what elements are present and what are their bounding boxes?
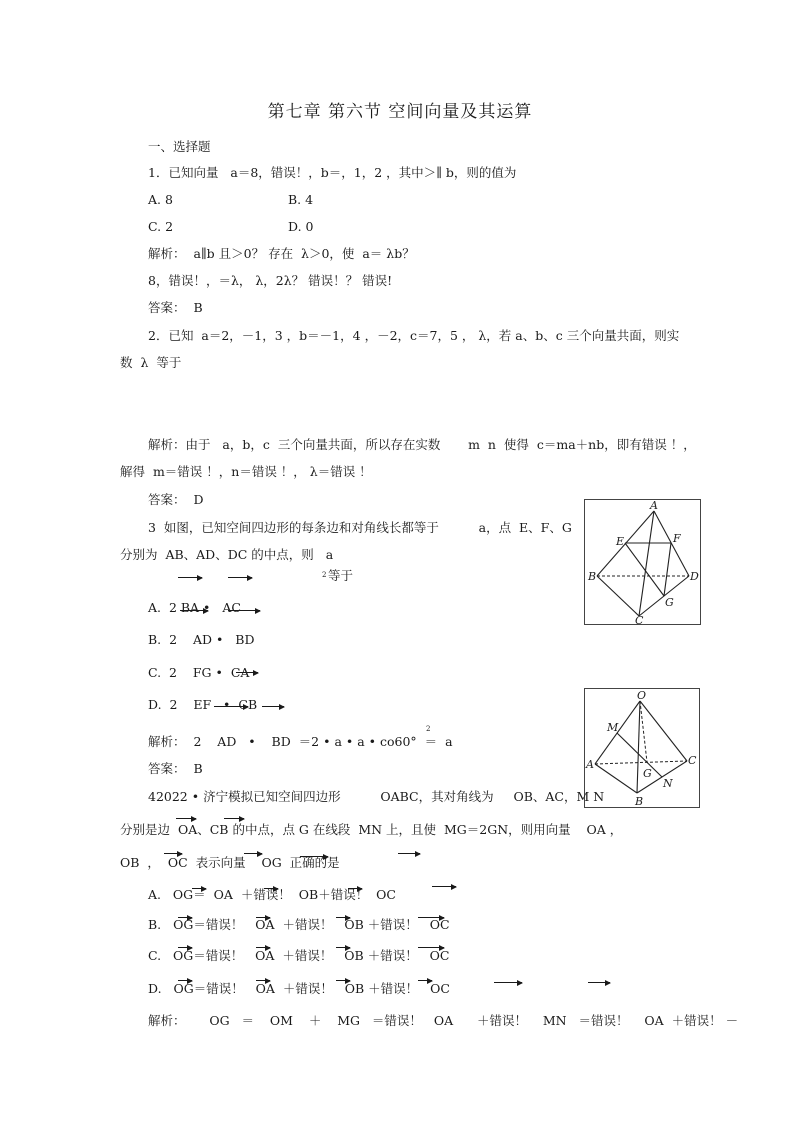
vector-arrow <box>256 917 270 918</box>
tetrahedron-figure <box>584 499 701 625</box>
q1-solution-line1: 解析： a∥b 且＞0？ 存在 λ＞0，使 a＝ λb？ <box>148 246 415 261</box>
q3-option-c: C. 2 FG • CA <box>148 665 250 680</box>
q3-option-b: B. 2 AD • BD <box>148 632 255 647</box>
vector-arrow <box>214 706 248 707</box>
vector-arrow <box>262 706 284 707</box>
q4-option-a: A. OG＝ OA ＋错误！ OB＋错误！ OC <box>148 887 396 902</box>
vector-arrow <box>192 888 206 889</box>
q4-option-c: C. OG＝错误！ OA ＋错误！ OB ＋错误！ OC <box>148 948 450 963</box>
q3-option-a: A. 2 BA • AC <box>148 600 241 615</box>
vector-arrow <box>300 856 328 857</box>
vector-arrow <box>264 888 278 889</box>
q3-superscript: 2 <box>322 571 327 579</box>
q1-option-d: D. 0 <box>288 219 314 234</box>
q1-option-a: A. 8 <box>148 192 173 207</box>
q1-stem: 1．已知向量 a＝8，错误！，b＝，1，2 ，其中＞∥ b，则的值为 <box>148 165 517 180</box>
vector-arrow <box>228 577 252 578</box>
q3-solution-superscript: 2 <box>426 725 431 733</box>
vector-arrow <box>224 818 244 819</box>
vertex-label-c: C <box>688 754 697 767</box>
q4-stem-line3: OB ， OC 表示向量 OG 正确的是 <box>120 855 340 870</box>
q3-solution: 解析： 2 AD • BD ＝2 • a • a • co60° ＝ a <box>148 734 453 749</box>
q4-solution: 解析： OG ＝ OM ＋ MG ＝错误！ OA ＋错误！ MN ＝错误！ OA ＋错误！ － <box>148 1013 739 1028</box>
page-title: 第七章 第六节 空间向量及其运算 <box>267 102 533 122</box>
vector-arrow <box>178 947 192 948</box>
vertex-label-a: A <box>650 500 658 512</box>
vector-arrow <box>398 853 420 854</box>
vertex-label-b: B <box>588 570 597 583</box>
q1-option-b: B. 4 <box>288 192 314 207</box>
point-label-e: E <box>616 535 625 548</box>
vertex-label-b: B <box>635 795 644 807</box>
vertex-label-d: D <box>690 570 699 583</box>
q1-answer: 答案： B <box>148 300 203 315</box>
q4-option-b: B. OG＝错误！ OA ＋错误！ OB ＋错误！ OC <box>148 917 450 932</box>
vector-arrow <box>494 982 522 983</box>
vector-arrow <box>228 610 260 611</box>
vector-arrow <box>418 947 444 948</box>
vector-arrow <box>244 853 262 854</box>
vector-arrow <box>178 577 202 578</box>
q3-answer: 答案： B <box>148 761 203 776</box>
vector-arrow <box>336 980 350 981</box>
q1-option-c: C. 2 <box>148 219 174 234</box>
q3-stem-line3: 等于 <box>328 568 354 583</box>
vector-arrow <box>178 917 192 918</box>
point-label-g: G <box>643 767 652 780</box>
q3-stem-line1: 3 如图，已知空间四边形的每条边和对角线长都等于 a，点 E、F、G <box>148 520 572 535</box>
q1-solution-line2: 8，错误！，＝λ， λ，2λ？ 错误！？ 错误! <box>148 273 393 288</box>
vector-arrow <box>348 888 362 889</box>
q4-stem-line1: 42022 • 济宁模拟已知空间四边形 OABC，其对角线为 OB、AC，M N <box>148 789 605 804</box>
q2-stem-line1: 2．已知 a＝2，－1，3 ，b＝－1，4 ，－2，c＝7，5 ， λ，若 a、b、c 三个向量共面，则实 <box>148 328 680 343</box>
vector-arrow <box>176 818 196 819</box>
point-label-m: M <box>607 721 619 734</box>
tetrahedron-diagram <box>585 500 700 624</box>
vector-arrow <box>418 980 432 981</box>
vector-arrow <box>432 886 456 887</box>
vector-arrow <box>180 610 208 611</box>
vector-arrow <box>336 947 350 948</box>
q3-option-d: D. 2 EF • CB <box>148 697 258 712</box>
vector-arrow <box>236 672 258 673</box>
q2-answer: 答案： D <box>148 492 204 507</box>
q2-solution-line1: 解析：由于 a，b，c 三个向量共面，所以存在实数 m n 使得 c＝ma＋nb，即有错误 ！， <box>148 437 696 452</box>
vector-arrow <box>256 980 270 981</box>
point-label-g: G <box>665 596 674 609</box>
q2-solution-line2: 解得 m＝错误 ！，n＝错误 ！， λ＝错误 ！ <box>120 464 372 479</box>
vertex-label-o: O <box>637 689 647 702</box>
q3-stem-line2: 分别为 AB、AD、DC 的中点，则 a <box>120 547 334 562</box>
vector-arrow <box>178 980 192 981</box>
vector-arrow <box>336 917 350 918</box>
q4-stem-line2: 分别是边 OA、CB 的中点，点 G 在线段 MN 上，且使 MG＝2GN，则用向量 OA ， <box>120 822 623 837</box>
vertex-label-c: C <box>635 614 644 624</box>
vertex-label-a: A <box>586 758 594 771</box>
vector-arrow <box>164 853 182 854</box>
section-heading: 一、选择题 <box>148 139 211 154</box>
vector-arrow <box>256 947 270 948</box>
q2-stem-line2: 数 λ 等于 <box>120 355 182 370</box>
vector-arrow <box>418 917 444 918</box>
point-label-n: N <box>663 777 673 790</box>
point-label-f: F <box>673 532 681 545</box>
vector-arrow <box>588 982 610 983</box>
q4-option-d: D. OG＝错误！ OA ＋错误！ OB ＋错误！ OC <box>148 981 450 996</box>
